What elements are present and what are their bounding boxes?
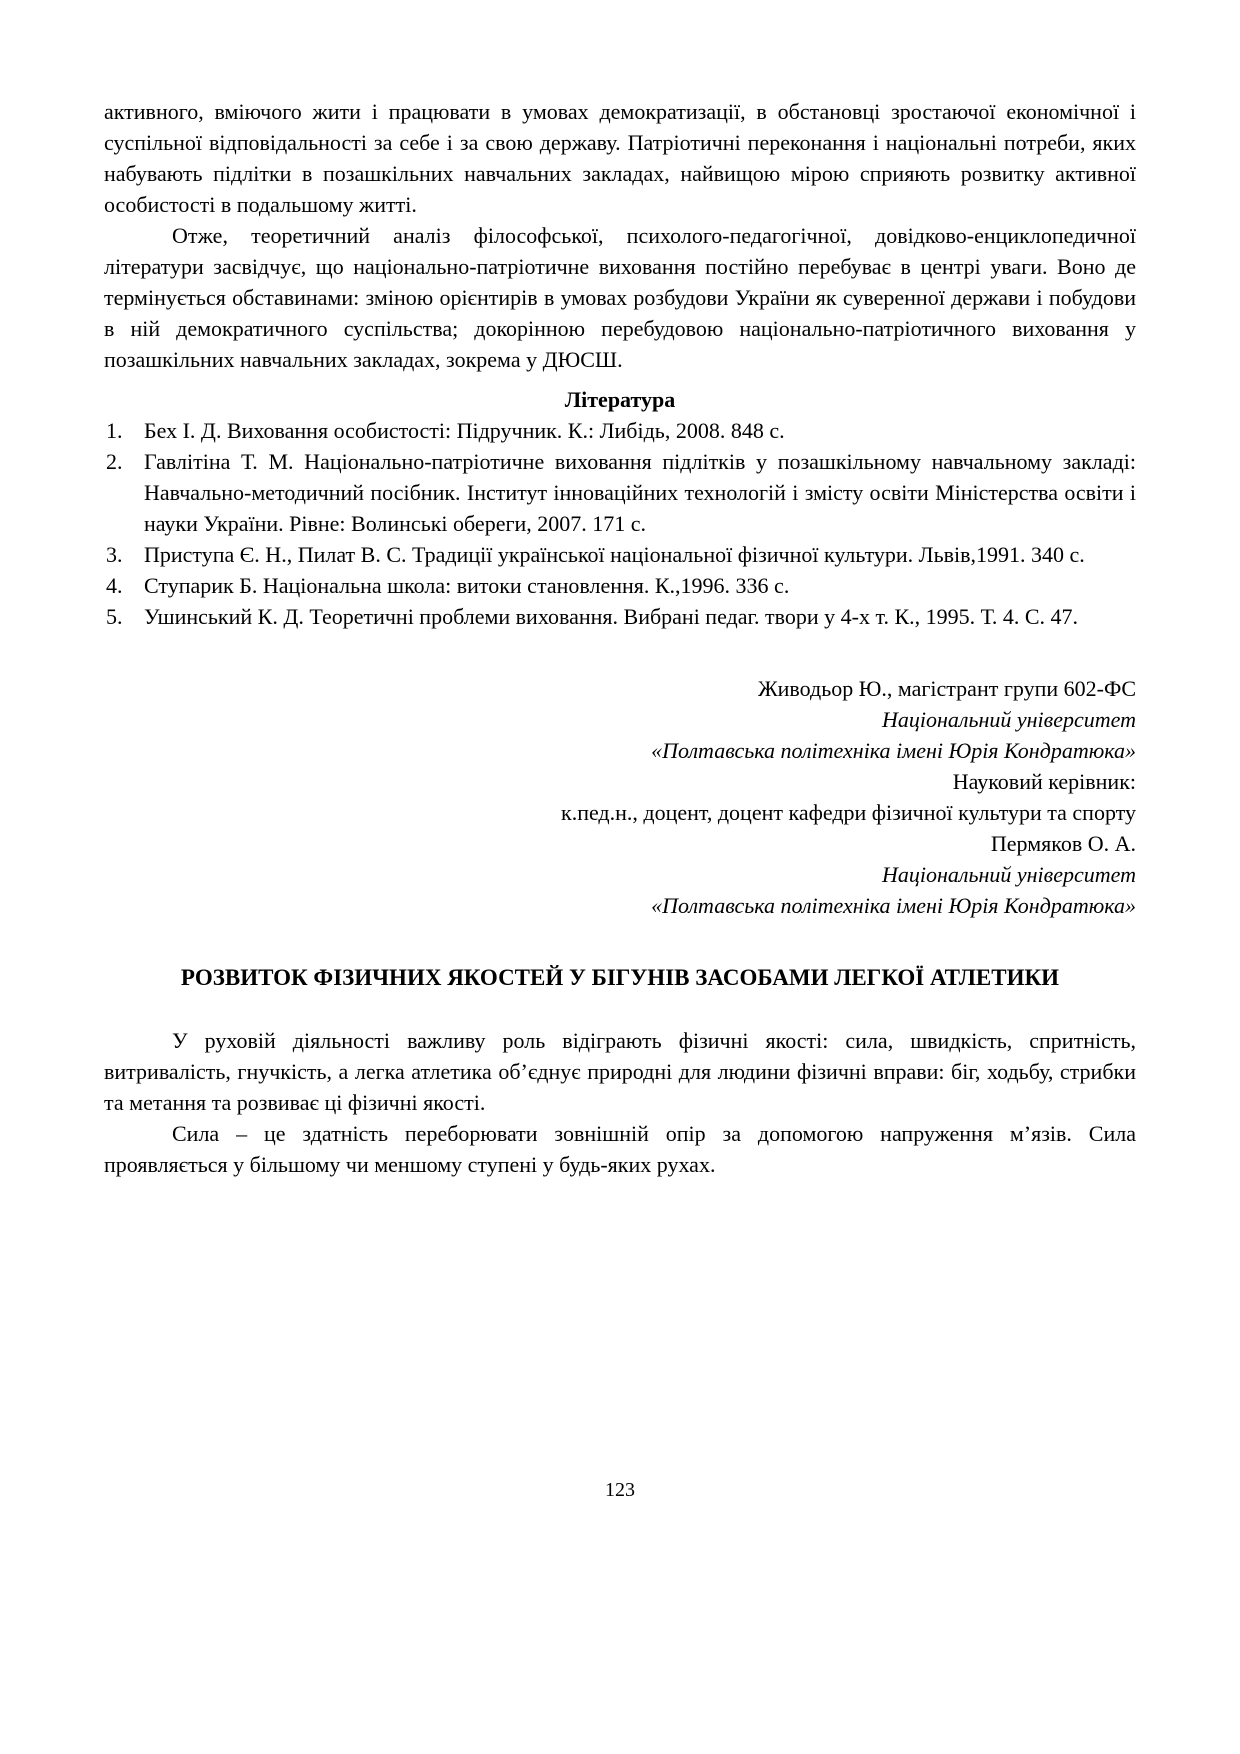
author-name-line: Живодьор Ю., магістрант групи 602-ФС (757, 676, 1136, 701)
reference-text: Ушинський К. Д. Теоретичні проблеми виховання. Вибрані педаг. твори у 4-х т. К., 1995. Т. 4. С. 47. (144, 604, 1079, 629)
author-block (104, 673, 1136, 921)
author-affiliation-line: Національний університет (881, 707, 1136, 732)
reference-number: 5. (106, 604, 123, 629)
reference-item (104, 601, 1136, 632)
supervisor-name-line: Пермяков О. А. (990, 831, 1136, 856)
reference-number: 1. (106, 418, 123, 443)
intro-paragraph-1: активного, вміючого жити і працювати в умовах демократизації, в обстановці зростаючої економічної і суспільної відповідальності за себе і за свою державу. Патріотичні переконання і національні потреби, яких набувають підлітки в позашкільних навчальних закладах, найвищою мірою сприяють розвитку активної особистості в подальшому житті. (104, 99, 1136, 217)
supervisor-affiliation-line: «Полтавська політехніка імені Юрія Кондратюка» (651, 893, 1136, 918)
reference-item (104, 415, 1136, 446)
reference-text: Приступа Є. Н., Пилат В. С. Традиції української національної фізичної культури. Львів,1991. 340 с. (144, 542, 1085, 567)
supervisor-degree-line: к.пед.н., доцент, доцент кафедри фізичної культури та спорту (561, 800, 1136, 825)
article-paragraph-2: Сила – це здатність переборювати зовнішній опір за допомогою напруження м’язів. Сила проявляється у більшому чи меншому ступені у будь-яких рухах. (104, 1121, 1136, 1177)
reference-text: Ступарик Б. Національна школа: витоки становлення. К.,1996. 336 с. (144, 573, 790, 598)
author-affiliation-line: «Полтавська політехніка імені Юрія Кондратюка» (651, 738, 1136, 763)
supervisor-affiliation-line: Національний університет (881, 862, 1136, 887)
intro-paragraph-2: Отже, теоретичний аналіз філософської, психолого-педагогічної, довідково-енциклопедичної літератури засвідчує, що національно-патріотичне виховання постійно перебуває в центрі уваги. Воно де термінується обставинами: зміною орієнтирів в умовах розбудови України як суверенної держави і побудови в ній демократичного суспільства; докорінною перебудовою національно-патріотичного виховання у позашкільних навчальних закладах, зокрема у ДЮСШ. (104, 223, 1136, 372)
supervisor-label-line: Науковий керівник: (952, 769, 1136, 794)
article-title: РОЗВИТОК ФІЗИЧНИХ ЯКОСТЕЙ У БІГУНІВ ЗАСОБАМИ ЛЕГКОЇ АТЛЕТИКИ (180, 965, 1060, 990)
references-heading: Література (564, 387, 676, 412)
reference-number: 4. (106, 573, 123, 598)
reference-number: 3. (106, 542, 123, 567)
references-list (104, 415, 1136, 632)
reference-item (104, 570, 1136, 601)
reference-item (104, 446, 1136, 539)
reference-number: 2. (106, 449, 123, 474)
reference-item (104, 539, 1136, 570)
page-number: 123 (605, 1479, 635, 1501)
reference-text: Гавлітіна Т. М. Національно-патріотичне виховання підлітків у позашкільному навчальному закладі: Навчально-методичний посібник. Інститут інноваційних технологій і змісту освіти Міністерства освіти і науки України. Рівне: Волинські обереги, 2007. 171 с. (144, 449, 1136, 536)
article-body (104, 1025, 1136, 1180)
article-paragraph-1: У руховій діяльності важливу роль відіграють фізичні якості: сила, швидкість, спритність, витривалість, гнучкість, а легка атлетика об’єднує природні для людини фізичні вправи: біг, ходьбу, стрибки та метання та розвиває ці фізичні якості. (104, 1028, 1136, 1115)
reference-text: Бех І. Д. Виховання особистості: Підручник. К.: Либідь, 2008. 848 с. (144, 418, 785, 443)
